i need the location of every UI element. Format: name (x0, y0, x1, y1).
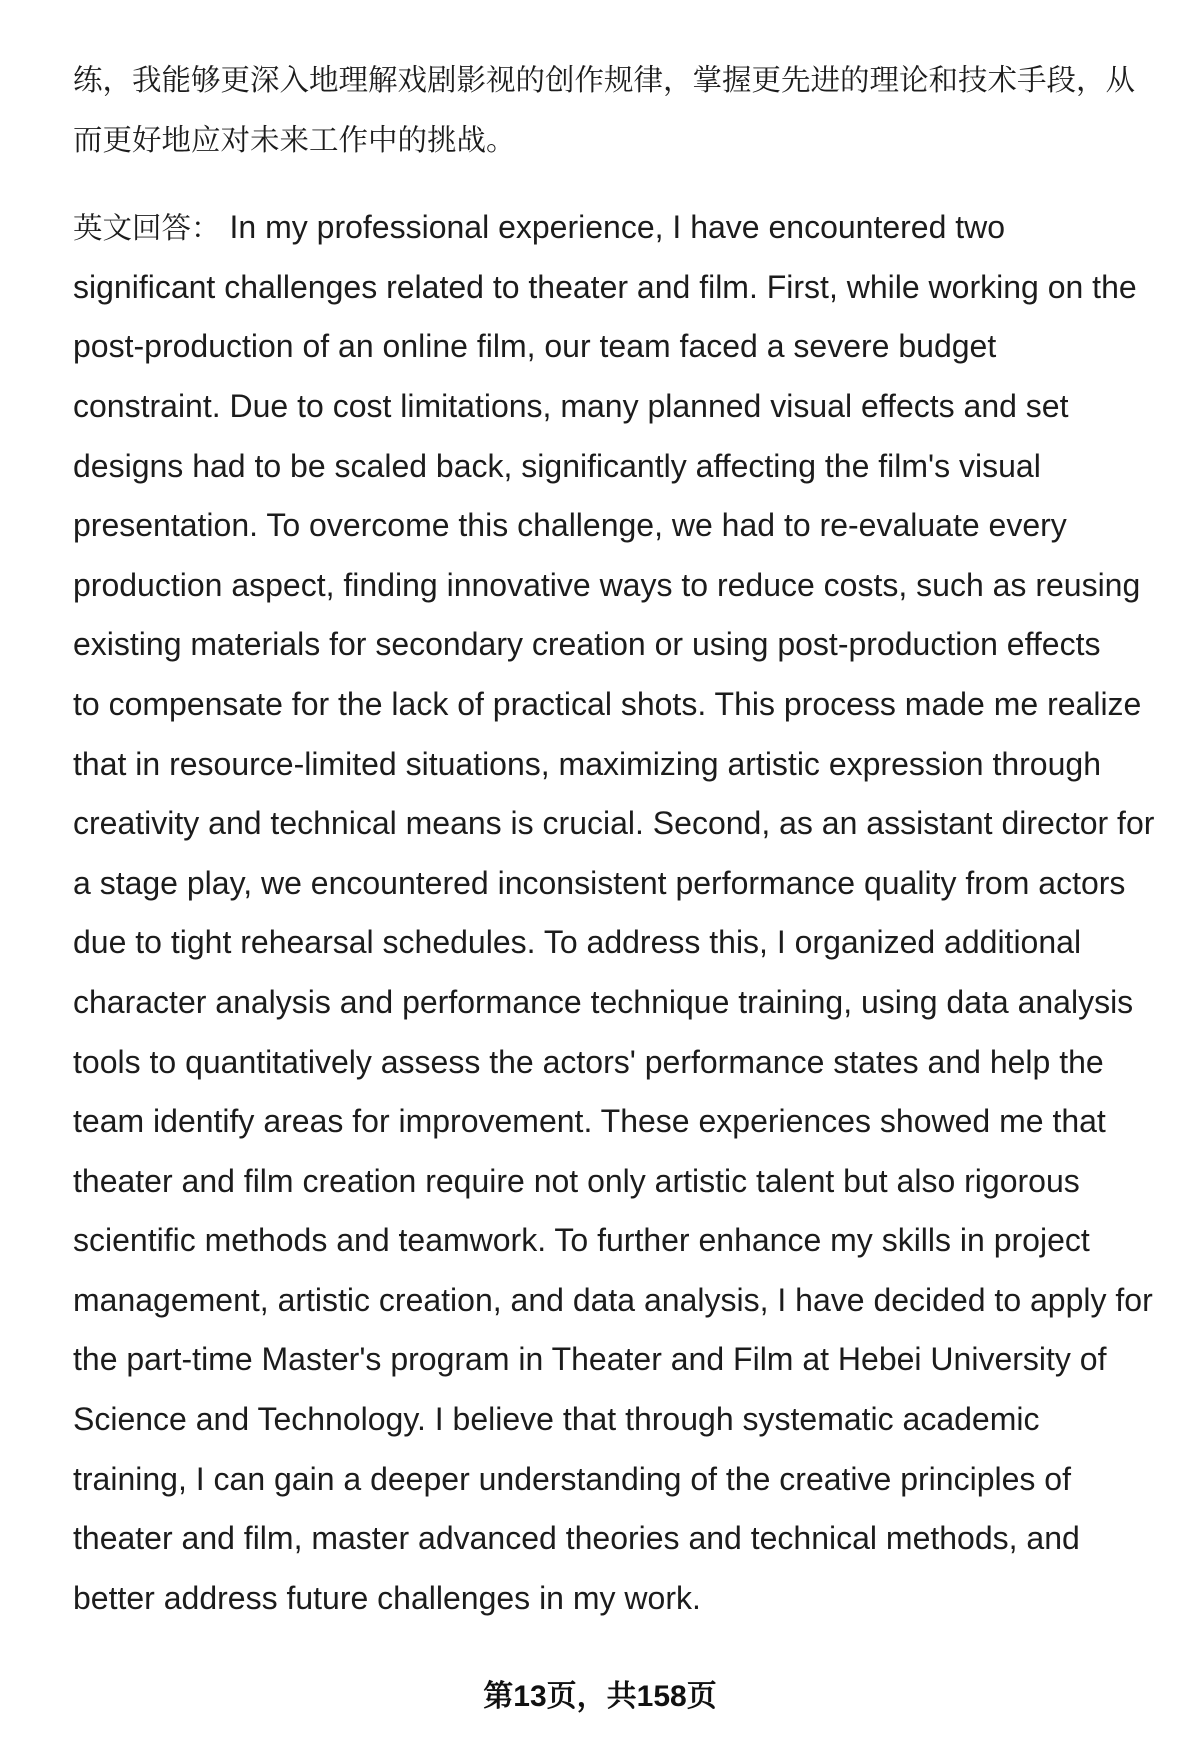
document-page (73, 51, 1173, 1656)
paragraph-line: designs had to be scaled back, significantly affecting the film's visual (73, 447, 1041, 484)
paragraph-line (73, 198, 1173, 258)
english-answer-label: 英文回答： (73, 212, 221, 246)
paragraph-line: due to tight rehearsal schedules. To address this, I organized additional (73, 924, 1082, 961)
paragraph-line: post-production of an online film, our team faced a severe budget (73, 328, 997, 365)
paragraph-line: constraint. Due to cost limitations, many planned visual effects and set (73, 387, 1069, 424)
paragraph-line: theater and film, master advanced theories and technical methods, and (73, 1520, 1080, 1557)
page-number-footer: 第13页，共158页 (483, 1680, 717, 1713)
paragraph-line: creativity and technical means is crucial. Second, as an assistant director for (73, 805, 1155, 842)
paragraph-line: 而更好地应对未来工作中的挑战。 (73, 123, 516, 157)
paragraph-line: character analysis and performance technique training, using data analysis (73, 983, 1134, 1020)
paragraph-line: theater and film creation require not only artistic talent but also rigorous (73, 1162, 1080, 1199)
paragraph-line: better address future challenges in my work. (73, 1579, 701, 1616)
paragraph-line: the part-time Master's program in Theater and Film at Hebei University of (73, 1341, 1107, 1378)
paragraph-line-text: In my professional experience, I have encountered two (229, 209, 1006, 246)
paragraph-line: scientific methods and teamwork. To further enhance my skills in project (73, 1222, 1090, 1259)
paragraph-line: management, artistic creation, and data analysis, I have decided to apply for (73, 1281, 1153, 1318)
paragraph-line: 练，我能够更深入地理解戏剧影视的创作规律，掌握更先进的理论和技术手段，从 (73, 64, 1136, 97)
chinese-answer-paragraph (73, 51, 1173, 170)
paragraph-line: to compensate for the lack of practical shots. This process made me realize (73, 685, 1142, 722)
paragraph-line: that in resource-limited situations, maximizing artistic expression through (73, 745, 1101, 782)
paragraph-line: existing materials for secondary creation or using post-production effects (73, 626, 1101, 663)
paragraph-line: presentation. To overcome this challenge, we had to re-evaluate every (73, 507, 1067, 544)
paragraph-line: tools to quantitatively assess the actors' performance states and help the (73, 1043, 1104, 1080)
paragraph-line: training, I can gain a deeper understanding of the creative principles of (73, 1460, 1071, 1497)
english-answer-paragraph (73, 198, 1173, 1628)
paragraph-line: significant challenges related to theater and film. First, while working on the (73, 268, 1137, 305)
paragraph-line: a stage play, we encountered inconsistent performance quality from actors (73, 864, 1126, 901)
paragraph-line: Science and Technology. I believe that through systematic academic (73, 1401, 1040, 1438)
paragraph-line: production aspect, finding innovative ways to reduce costs, such as reusing (73, 566, 1141, 603)
paragraph-line: team identify areas for improvement. These experiences showed me that (73, 1103, 1106, 1140)
